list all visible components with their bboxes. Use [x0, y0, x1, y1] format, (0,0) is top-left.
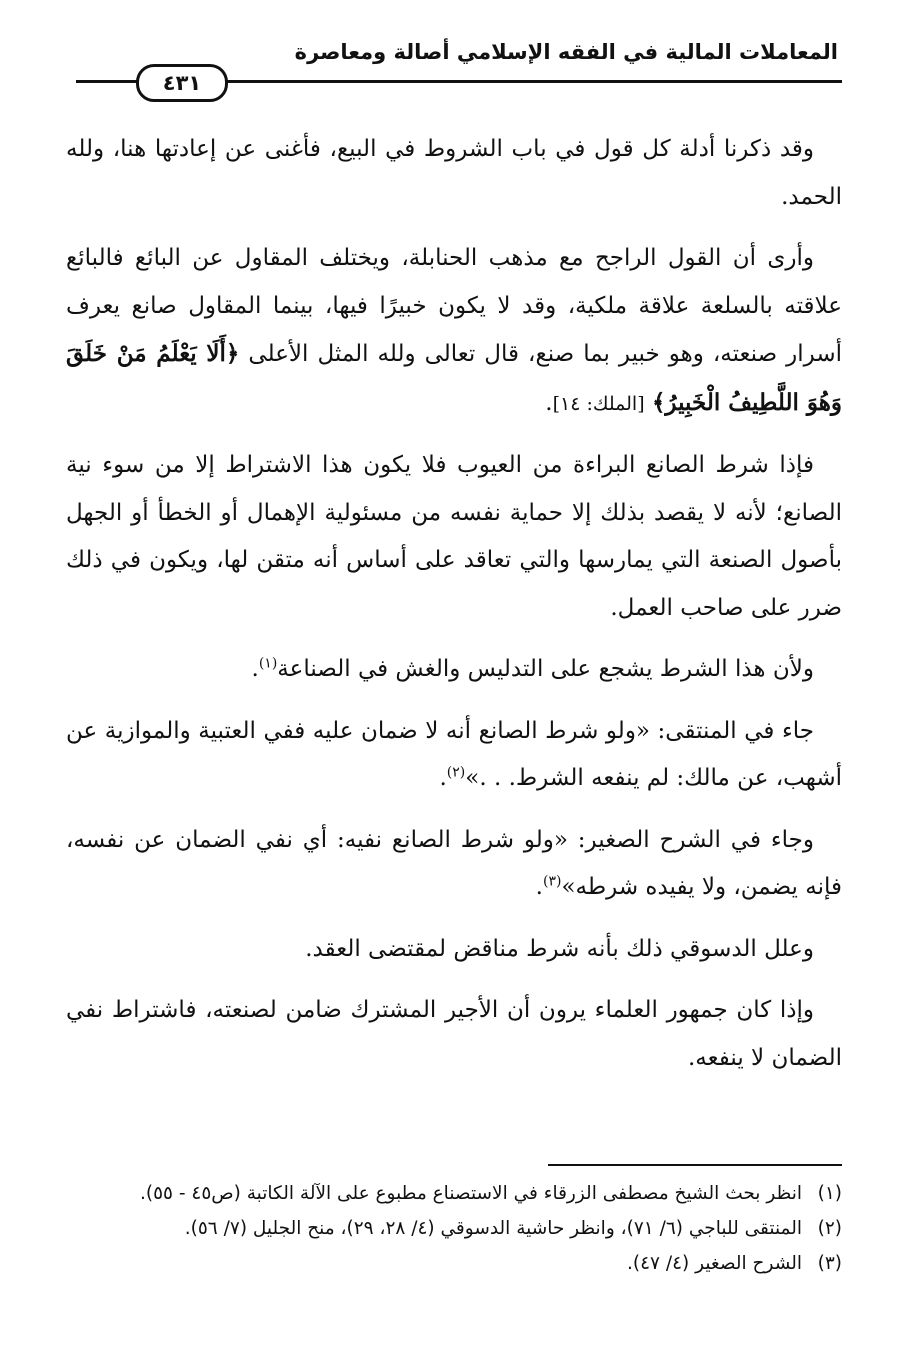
quran-verse: ﴿أَلَا يَعْلَمُ مَنْ خَلَقَ وَهُوَ اللَّطِيفُ الْخَبِيرُ﴾: [66, 340, 842, 416]
paragraph-7: وعلل الدسوقي ذلك بأنه شرط مناقض لمقتضى العقد.: [305, 935, 814, 962]
footnote-item: [66, 1176, 842, 1211]
paragraph-5: جاء في المنتقى: «ولو شرط الصانع أنه لا ضمان عليه ففي العتبية والموازية عن أشهب، عن مالك: لم ينفعه الشرط. . .»$^{(٢)}$.: [66, 717, 842, 791]
paragraph-6: وجاء في الشرح الصغير: «ولو شرط الصانع نفيه: أي نفي الضمان عن نفسه، فإنه يضمن، ولا يفيده شرطه»$^{(٣)}$.: [66, 826, 842, 900]
paragraph-1: وقد ذكرنا أدلة كل قول في باب الشروط في البيع، فأغنى عن إعادتها هنا، ولله الحمد.: [66, 136, 842, 210]
paragraph-3: فإذا شرط الصانع البراءة من العيوب فلا يكون هذا الاشتراط إلا من سوء نية الصانع؛ لأنه لا يقصد بذلك إلا حماية نفسه من مسئولية الإهمال أو الخطأ أو الجهل بأصول الصنعة التي يمارسها والتي تعاقد على أساس أنه متقن لها، ويكون في ذلك ضرر على صاحب العمل.: [66, 452, 842, 621]
footnote-item: [66, 1246, 842, 1281]
paragraph-2: وأرى أن القول الراجح مع مذهب الحنابلة، ويختلف المقاول عن البائع فالبائع علاقته بالسلعة علاقة ملكية، وقد لا يكون خبيرًا فيها، بينما المقاول صانع يعرف أسرار صنعته، وهو خبير بما صنع، قال تعالى ولله المثل الأعلى ﴿أَلَا يَعْلَمُ مَنْ خَلَقَ وَهُوَ اللَّطِيفُ الْخَبِيرُ﴾ [الملك: ١٤].: [66, 245, 842, 416]
footnote-marker-2[interactable]: (٢): [446, 764, 466, 781]
paragraph-6-text: وجاء في الشرح الصغير: «ولو شرط الصانع نفيه: أي نفي الضمان عن نفسه، فإنه يضمن، ولا يفيده شرطه»: [66, 826, 842, 900]
main-text: [66, 126, 842, 1096]
footnote-number: (٣): [817, 1253, 842, 1274]
page-number: ٤٣١: [136, 64, 228, 102]
paragraph-4-text: ولأن هذا الشرط يشجع على التدليس والغش في الصناعة: [277, 656, 814, 682]
footnote-number: (١): [817, 1183, 842, 1204]
paragraph-5-text: جاء في المنتقى: «ولو شرط الصانع أنه لا ضمان عليه ففي العتبية والموازية عن أشهب، عن مالك: لم ينفعه الشرط. . .»: [66, 717, 842, 791]
paragraph-2-text: وأرى أن القول الراجح مع مذهب الحنابلة، ويختلف المقاول عن البائع فالبائع علاقته بالسلعة علاقة ملكية، وقد لا يكون خبيرًا فيها، بينما المقاول صانع يعرف أسرار صنعته، وهو خبير بما صنع، قال تعالى ولله المثل الأعلى: [66, 245, 842, 367]
footnote-marker-1[interactable]: (١): [258, 655, 278, 672]
paragraph-4: ولأن هذا الشرط يشجع على التدليس والغش في الصناعة$^{(١)}$.: [251, 655, 814, 682]
quran-reference: [الملك: ١٤]: [552, 392, 645, 415]
footnote-number: (٢): [817, 1218, 842, 1239]
footnotes-list: [66, 1176, 842, 1281]
footnote-text: انظر بحث الشيخ مصطفى الزرقاء في الاستصناع مطبوع على الآلة الكاتبة (ص٤٥ - ٥٥).: [139, 1183, 802, 1204]
paragraph-8: وإذا كان جمهور العلماء يرون أن الأجير المشترك ضامن لصنعته، فاشتراط نفي الضمان لا ينفعه.: [66, 997, 842, 1071]
footnote-separator: [548, 1164, 842, 1166]
footnote-text: الشرح الصغير (٤/ ٤٧).: [627, 1253, 802, 1274]
footnote-text: المنتقى للباجي (٦/ ٧١)، وانظر حاشية الدسوقي (٤/ ٢٨، ٢٩)، منح الجليل (٧/ ٥٦).: [184, 1218, 802, 1239]
footnote-item: [66, 1211, 842, 1246]
running-header-title: المعاملات المالية في الفقه الإسلامي أصالة ومعاصرة: [294, 40, 838, 64]
footnote-marker-3[interactable]: (٣): [542, 873, 562, 890]
